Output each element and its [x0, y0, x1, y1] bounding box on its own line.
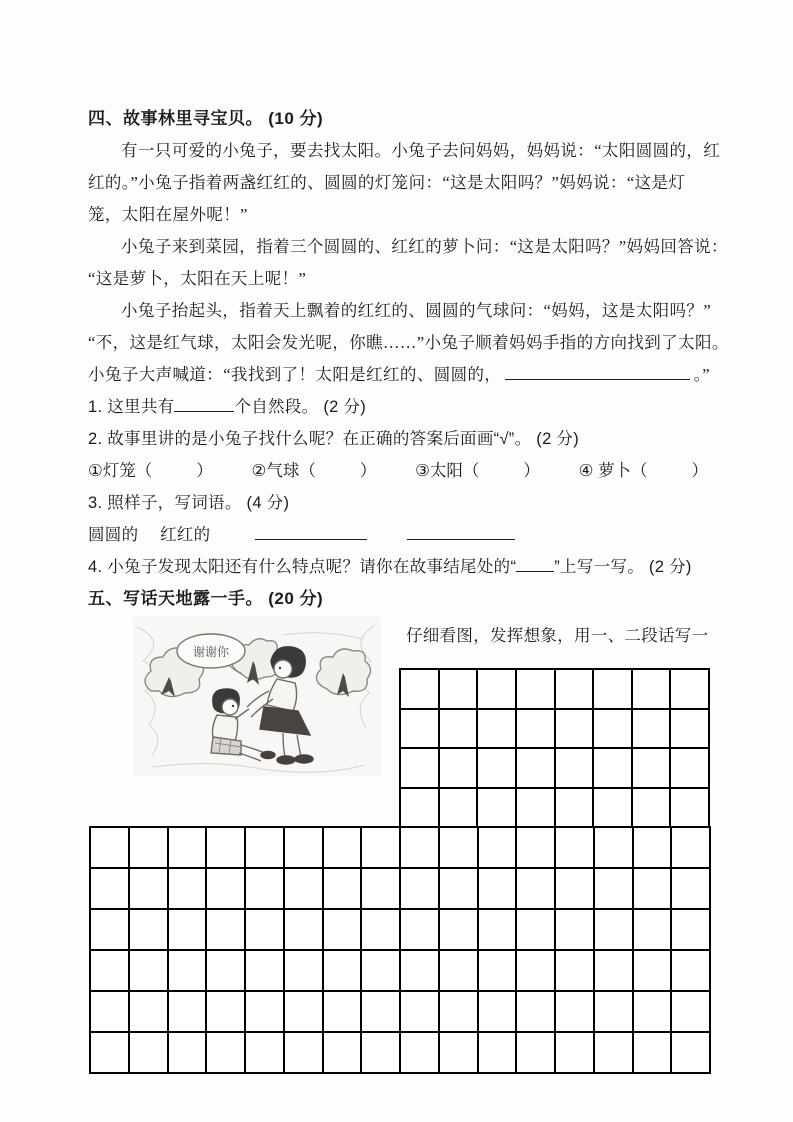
writing-grid-cell[interactable] — [556, 670, 595, 710]
writing-grid-cell[interactable] — [594, 789, 633, 829]
writing-grid-cell[interactable] — [169, 951, 208, 992]
question-1 — [88, 391, 710, 423]
writing-grid-cell[interactable] — [207, 992, 246, 1033]
writing-grid-cell[interactable] — [595, 828, 634, 869]
writing-grid-cell[interactable] — [246, 992, 285, 1033]
writing-grid-cell[interactable] — [362, 869, 401, 910]
writing-grid-cell[interactable] — [207, 1033, 246, 1074]
writing-grid-cell[interactable] — [594, 710, 633, 750]
story-last-line — [88, 359, 710, 391]
writing-grid-cell[interactable] — [634, 1033, 673, 1074]
writing-grid-cell[interactable] — [633, 670, 672, 710]
writing-grid-cell[interactable] — [401, 1033, 440, 1074]
story-line: 小兔子抬起头，指着天上飘着的红红的、圆圆的气球问：“妈妈，这是太阳吗？” — [121, 301, 712, 320]
writing-grid-cell[interactable] — [634, 992, 673, 1033]
writing-grid-cell[interactable] — [169, 910, 208, 951]
writing-grid-cell[interactable] — [634, 951, 673, 992]
answer-bracket-close: ） — [691, 462, 708, 480]
answer-bracket-open: （ — [630, 462, 648, 480]
writing-grid-cell[interactable] — [672, 910, 711, 951]
writing-grid-cell[interactable] — [91, 828, 130, 869]
writing-grid-cell[interactable] — [517, 951, 556, 992]
writing-grid-cell[interactable] — [440, 710, 479, 750]
writing-grid-cell[interactable] — [517, 749, 556, 789]
writing-grid-cell[interactable] — [479, 992, 518, 1033]
writing-grid-cell[interactable] — [401, 992, 440, 1033]
writing-grid-cell[interactable] — [130, 951, 169, 992]
writing-grid-cell[interactable] — [130, 1033, 169, 1074]
writing-grid-cell[interactable] — [285, 910, 324, 951]
writing-grid-cell[interactable] — [246, 869, 285, 910]
question-3-examples: 圆圆的 红红的 — [88, 526, 211, 544]
writing-grid-cell[interactable] — [671, 670, 710, 710]
writing-grid-cell[interactable] — [440, 670, 479, 710]
writing-grid-cell[interactable] — [324, 828, 363, 869]
writing-grid-cell[interactable] — [595, 910, 634, 951]
writing-grid-cell[interactable] — [401, 951, 440, 992]
answer-bracket-close: ） — [196, 462, 213, 480]
writing-grid-cell[interactable] — [324, 992, 363, 1033]
writing-grid-cell[interactable] — [401, 869, 440, 910]
question-1-suffix: 个自然段。 (2 分) — [234, 398, 367, 416]
writing-grid-cell[interactable] — [285, 828, 324, 869]
question-4-blank[interactable] — [516, 555, 554, 573]
writing-grid-cell[interactable] — [246, 828, 285, 869]
writing-grid-cell[interactable] — [595, 992, 634, 1033]
writing-grid-cell[interactable] — [672, 1033, 711, 1074]
writing-grid-cell[interactable] — [479, 869, 518, 910]
writing-grid-cell[interactable] — [401, 670, 440, 710]
writing-grid-cell[interactable] — [91, 951, 130, 992]
writing-grid-cell[interactable] — [595, 869, 634, 910]
word-blank-1[interactable] — [255, 523, 367, 541]
story-line: 有一只可爱的小兔子，要去找太阳。小兔子去问妈妈，妈妈说：“太阳圆圆的，红 — [121, 141, 721, 160]
answer-bracket-close: ） — [359, 462, 377, 480]
option-balloon — [252, 455, 377, 487]
writing-grid-cell[interactable] — [440, 828, 479, 869]
writing-grid-cell[interactable] — [517, 992, 556, 1033]
writing-grid-cell[interactable] — [556, 710, 595, 750]
writing-grid-cell[interactable] — [556, 992, 595, 1033]
writing-grid-cell[interactable] — [517, 910, 556, 951]
word-blank-2[interactable] — [407, 523, 515, 541]
writing-grid-cell[interactable] — [517, 828, 556, 869]
writing-grid-cell[interactable] — [633, 710, 672, 750]
writing-grid-cell[interactable] — [440, 910, 479, 951]
writing-grid-cell[interactable] — [91, 869, 130, 910]
writing-grid-cell[interactable] — [556, 910, 595, 951]
writing-grid-cell[interactable] — [556, 749, 595, 789]
writing-grid-cell[interactable] — [634, 828, 673, 869]
writing-grid-cell[interactable] — [556, 951, 595, 992]
question-1-blank[interactable] — [174, 395, 234, 413]
option-balloon-label: ②气球 — [251, 462, 300, 480]
writing-grid-bottom — [89, 826, 711, 1074]
writing-grid-cell[interactable] — [672, 828, 711, 869]
writing-grid-cell[interactable] — [440, 992, 479, 1033]
writing-grid-cell[interactable] — [401, 789, 440, 829]
writing-grid-cell[interactable] — [324, 910, 363, 951]
question-4-suffix: ”上写一写。 (2 分) — [554, 558, 692, 576]
writing-grid-cell[interactable] — [401, 910, 440, 951]
writing-grid-cell[interactable] — [556, 828, 595, 869]
writing-grid-cell[interactable] — [324, 951, 363, 992]
option-radish — [579, 455, 708, 487]
writing-grid-cell[interactable] — [633, 749, 672, 789]
question-3: 3. 照样子，写词语。 (4 分) — [88, 494, 290, 512]
story-line: “这是萝卜，太阳在天上呢！” — [88, 269, 307, 288]
writing-grid-cell[interactable] — [479, 828, 518, 869]
writing-grid-cell[interactable] — [595, 951, 634, 992]
writing-grid-cell[interactable] — [130, 992, 169, 1033]
writing-grid-cell[interactable] — [594, 670, 633, 710]
story-line: 小兔子来到菜园，指着三个圆圆的、红红的萝卜问：“这是太阳吗？”妈妈回答说： — [121, 237, 728, 256]
writing-grid-cell[interactable] — [91, 992, 130, 1033]
story-last-line-text: 小兔子大声喊道：“我找到了！太阳是红红的、圆圆的， — [88, 365, 502, 384]
writing-grid-cell[interactable] — [478, 670, 517, 710]
section5-heading: 五、写话天地露一手。 (20 分) — [88, 589, 324, 608]
writing-grid-cell[interactable] — [246, 1033, 285, 1074]
writing-grid-cell[interactable] — [440, 951, 479, 992]
writing-grid-cell[interactable] — [362, 910, 401, 951]
writing-grid-cell[interactable] — [246, 951, 285, 992]
writing-grid-cell[interactable] — [478, 710, 517, 750]
writing-grid-cell[interactable] — [324, 1033, 363, 1074]
writing-grid-cell[interactable] — [517, 1033, 556, 1074]
writing-grid-cell[interactable] — [633, 789, 672, 829]
question-2-options — [88, 455, 708, 487]
option-sun — [415, 455, 540, 487]
writing-grid-cell[interactable] — [207, 869, 246, 910]
writing-grid-cell[interactable] — [91, 910, 130, 951]
writing-grid-top — [399, 668, 710, 828]
writing-grid-cell[interactable] — [672, 951, 711, 992]
writing-grid-cell[interactable] — [362, 828, 401, 869]
writing-grid-cell[interactable] — [479, 910, 518, 951]
writing-grid-cell[interactable] — [479, 1033, 518, 1074]
writing-grid-cell[interactable] — [169, 1033, 208, 1074]
writing-grid-cell[interactable] — [556, 869, 595, 910]
writing-grid-cell[interactable] — [478, 749, 517, 789]
option-sun-label: ③太阳 — [415, 462, 463, 480]
option-radish-label: ④ 萝卜 — [578, 462, 631, 480]
writing-grid-cell[interactable] — [671, 710, 710, 750]
option-lantern-label: ①灯笼 — [88, 462, 136, 480]
question-4 — [88, 551, 710, 583]
writing-grid-cell[interactable] — [285, 869, 324, 910]
writing-grid-cell[interactable] — [672, 992, 711, 1033]
writing-grid-cell[interactable] — [207, 951, 246, 992]
writing-grid-cell[interactable] — [207, 910, 246, 951]
writing-grid-cell[interactable] — [169, 828, 208, 869]
writing-grid-cell[interactable] — [440, 789, 479, 829]
answer-bracket-open: （ — [462, 462, 480, 480]
writing-grid-cell[interactable] — [634, 910, 673, 951]
writing-grid-cell[interactable] — [246, 910, 285, 951]
writing-grid-cell[interactable] — [671, 749, 710, 789]
writing-grid-cell[interactable] — [362, 951, 401, 992]
writing-grid-cell[interactable] — [556, 789, 595, 829]
writing-grid-cell[interactable] — [440, 749, 479, 789]
writing-grid-cell[interactable] — [440, 869, 479, 910]
writing-grid-cell[interactable] — [440, 1033, 479, 1074]
writing-grid-cell[interactable] — [401, 710, 440, 750]
story-line: 笼，太阳在屋外呢！” — [88, 205, 248, 224]
question-4-prefix: 4. 小兔子发现太阳还有什么特点呢？请你在故事结尾处的“ — [88, 558, 517, 576]
writing-grid-cell[interactable] — [130, 869, 169, 910]
writing-prompt: 仔细看图，发挥想象，用一、二段话写一 — [406, 627, 709, 645]
writing-grid-cell[interactable] — [479, 951, 518, 992]
writing-grid-cell[interactable] — [478, 789, 517, 829]
writing-grid-cell[interactable] — [401, 749, 440, 789]
speech-bubble-text: 谢谢你 — [192, 645, 230, 659]
writing-grid-cell[interactable] — [401, 828, 440, 869]
writing-grid-cell[interactable] — [517, 869, 556, 910]
section4-heading: 四、故事林里寻宝贝。 (10 分) — [88, 109, 324, 128]
story-line: “不，这是红气球，太阳会发光呢，你瞧……”小兔子顺着妈妈手指的方向找到了太阳。 — [88, 333, 729, 352]
writing-grid-cell[interactable] — [285, 992, 324, 1033]
writing-grid-cell[interactable] — [517, 710, 556, 750]
writing-grid-cell[interactable] — [671, 789, 710, 829]
writing-grid-cell[interactable] — [594, 749, 633, 789]
question-2: 2. 故事里讲的是小兔子找什么呢？在正确的答案后面画“√”。 (2 分) — [88, 430, 580, 448]
story-last-line-end: 。” — [693, 365, 710, 384]
writing-grid-cell[interactable] — [91, 1033, 130, 1074]
writing-grid-cell[interactable] — [285, 1033, 324, 1074]
story-fill-in-blank[interactable] — [505, 363, 689, 381]
answer-bracket-open: （ — [299, 462, 316, 480]
writing-grid-cell[interactable] — [169, 992, 208, 1033]
writing-grid-cell[interactable] — [517, 670, 556, 710]
writing-grid-cell[interactable] — [556, 1033, 595, 1074]
writing-grid-cell[interactable] — [362, 1033, 401, 1074]
question-3-examples-line — [88, 519, 710, 551]
writing-grid-cell[interactable] — [362, 992, 401, 1033]
question-1-prefix: 1. 这里共有 — [88, 398, 175, 416]
writing-grid-cell[interactable] — [595, 1033, 634, 1074]
answer-bracket-close: ） — [523, 462, 540, 480]
writing-grid-cell[interactable] — [672, 869, 711, 910]
writing-grid-cell[interactable] — [324, 869, 363, 910]
writing-grid-cell[interactable] — [285, 951, 324, 992]
option-lantern — [88, 455, 213, 487]
writing-grid-cell[interactable] — [207, 828, 246, 869]
writing-grid-cell[interactable] — [130, 910, 169, 951]
writing-grid-cell[interactable] — [130, 828, 169, 869]
writing-grid-cell[interactable] — [634, 869, 673, 910]
story-line: 红的。”小兔子指着两盏红红的、圆圆的灯笼问：“这是太阳吗？”妈妈说：“这是灯 — [88, 173, 686, 192]
writing-grid-cell[interactable] — [169, 869, 208, 910]
writing-grid-cell[interactable] — [517, 789, 556, 829]
answer-bracket-open: （ — [135, 462, 153, 480]
scene-illustration — [133, 617, 381, 776]
